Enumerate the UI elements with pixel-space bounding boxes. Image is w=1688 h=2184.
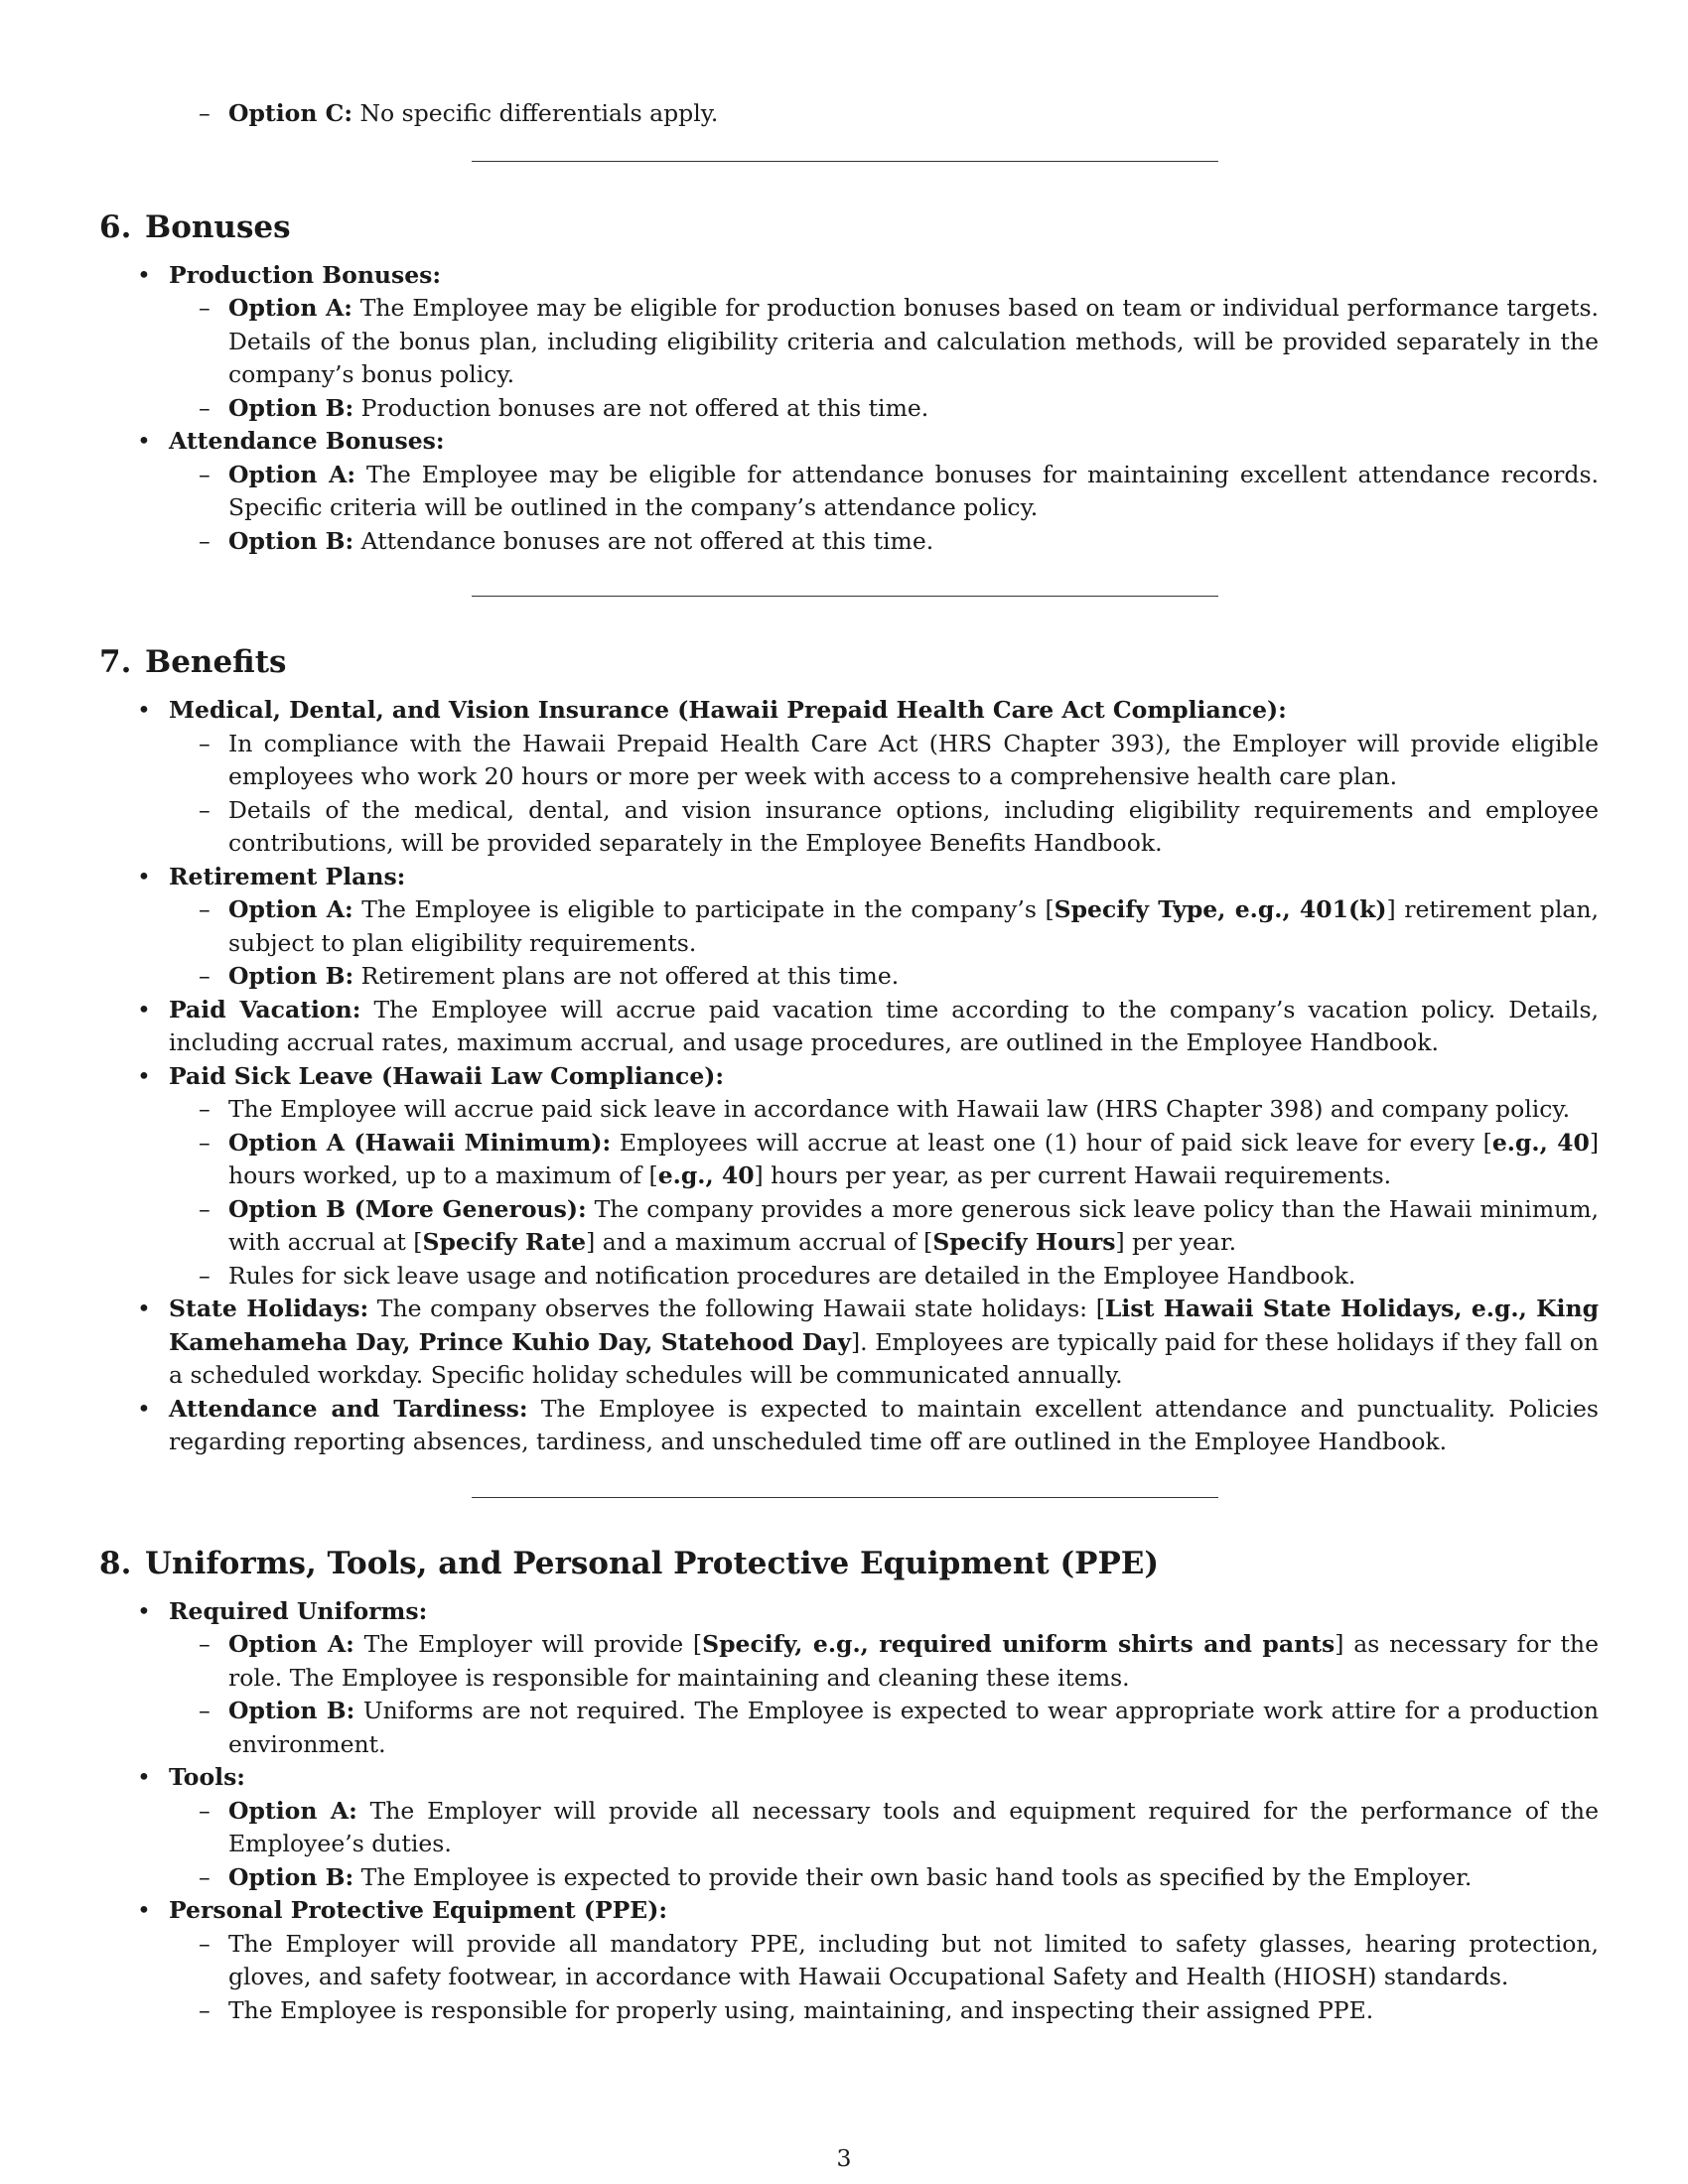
section-divider xyxy=(472,1497,1218,1498)
page-content xyxy=(99,97,1599,2027)
list-item: • Personal Protective Equipment (PPE): – The Employer will provide all mandatory PPE, including but not limited to safety glasses, hearing protection, gloves, and safety footwear, in accordance with Hawaii Occupational Safety and Health (HIOSH) standards. – The Employee is responsible for properly using, maintaining, and inspecting their assigned PPE. xyxy=(99,1894,1599,2027)
list-item: • Attendance and Tardiness: The Employee is expected to maintain excellent attendance and punctuality. Policies regarding reporting absences, tardiness, and unscheduled time off are outlined in the Employee Handbook. xyxy=(99,1393,1599,1459)
list-item: • Paid Sick Leave (Hawaii Law Compliance): – The Employee will accrue paid sick leave in accordance with Hawaii law (HRS Chapter 398) and company policy. – Option A (Hawaii Minimum): Employees will accrue at least one (1) hour of paid sick leave for every [e.g., 40] hours worked, up to a maximum of [e.g., 40] hours per year, as per current Hawaii requirements. – Option B (More Generous): The company provides a more generous sick leave policy than the Hawaii minimum, with accrual at [Specify Rate] and a maximum accrual of [Specify Hours] per year. – Rules for sick leave usage and notification procedures are detailed in the Employee Handbook. xyxy=(99,1060,1599,1294)
list-item: – Option B: Attendance bonuses are not offered at this time. xyxy=(169,525,1599,559)
carryover-list xyxy=(169,97,1599,131)
bullet-list xyxy=(99,259,1599,559)
list-item: – The Employer will provide all mandatory PPE, including but not limited to safety glasses, hearing protection, gloves, and safety footwear, in accordance with Hawaii Occupational Safety and Health (HIOSH) standards. xyxy=(169,1928,1599,1994)
section-heading: 7. Benefits xyxy=(99,644,287,680)
list-item: – Option A: The Employer will provide [Specify, e.g., required uniform shirts and pants] as necessary for the role. The Employee is responsible for maintaining and cleaning these items. xyxy=(169,1628,1599,1695)
list-item: – Option A: The Employee may be eligible for attendance bonuses for maintaining excellent attendance records. Specific criteria will be outlined in the company’s attendance policy. xyxy=(169,459,1599,525)
list-item: • Retirement Plans: – Option A: The Employee is eligible to participate in the company’s [Specify Type, e.g., 401(k)] retirement plan, subject to plan eligibility requirements. – Option B: Retirement plans are not offered at this time. xyxy=(99,861,1599,994)
list-item: – Option B: Production bonuses are not offered at this time. xyxy=(169,392,1599,426)
list-item: – The Employee is responsible for properly using, maintaining, and inspecting their assigned PPE. xyxy=(169,1994,1599,2028)
section-divider xyxy=(472,161,1218,162)
list-item: • State Holidays: The company observes the following Hawaii state holidays: [List Hawaii State Holidays, e.g., King Kamehameha Day, Prince Kuhio Day, Statehood Day]. Employees are typically paid for these holidays if they fall on a scheduled workday. Specific holiday schedules will be communicated annually. xyxy=(99,1293,1599,1393)
list-item: • Tools: – Option A: The Employer will provide all necessary tools and equipment required for the performance of the Employee’s duties. – Option B: The Employee is expected to provide their own basic hand tools as specified by the Employer. xyxy=(99,1761,1599,1894)
list-item: – Option B: Uniforms are not required. The Employee is expected to wear appropriate work attire for a production environment. xyxy=(169,1695,1599,1761)
list-item: – Option B (More Generous): The company provides a more generous sick leave policy than the Hawaii minimum, with accrual at [Specify Rate] and a maximum accrual of [Specify Hours] per year. xyxy=(169,1193,1599,1260)
list-item: – Option B: The Employee is expected to provide their own basic hand tools as specified by the Employer. xyxy=(169,1861,1599,1895)
bullet-list xyxy=(99,694,1599,1459)
list-item: • Medical, Dental, and Vision Insurance (Hawaii Prepaid Health Care Act Compliance): – In compliance with the Hawaii Prepaid Health Care Act (HRS Chapter 393), the Employer will provide eligible employees who work 20 hours or more per week with access to a comprehensive health care plan. – Details of the medical, dental, and vision insurance options, including eligibility requirements and employee contributions, will be provided separately in the Employee Benefits Handbook. xyxy=(99,694,1599,861)
list-item: – Details of the medical, dental, and vision insurance options, including eligibility requirements and employee contributions, will be provided separately in the Employee Benefits Handbook. xyxy=(169,794,1599,861)
section-heading: 6. Bonuses xyxy=(99,208,291,245)
list-item: – Rules for sick leave usage and notification procedures are detailed in the Employee Handbook. xyxy=(169,1260,1599,1294)
list-item: • Paid Vacation: The Employee will accrue paid vacation time according to the company’s vacation policy. Details, including accrual rates, maximum accrual, and usage procedures, are outlined in the Employee Handbook. xyxy=(99,994,1599,1060)
section-benefits xyxy=(99,642,1599,1459)
section-heading: 8. Uniforms, Tools, and Personal Protective Equipment (PPE) xyxy=(99,1545,1160,1581)
page-number: 3 xyxy=(836,2144,852,2172)
list-item: • Attendance Bonuses: – Option A: The Employee may be eligible for attendance bonuses for maintaining excellent attendance records. Specific criteria will be outlined in the company’s attendance policy. – Option B: Attendance bonuses are not offered at this time. xyxy=(99,425,1599,558)
list-item: – The Employee will accrue paid sick leave in accordance with Hawaii law (HRS Chapter 398) and company policy. xyxy=(169,1093,1599,1127)
list-item: – Option A: The Employee is eligible to participate in the company’s [Specify Type, e.g., 401(k)] retirement plan, subject to plan eligibility requirements. xyxy=(169,893,1599,960)
list-item: • Production Bonuses: – Option A: The Employee may be eligible for production bonuses based on team or individual performance targets. Details of the bonus plan, including eligibility criteria and calculation methods, will be provided separately in the company’s bonus policy. – Option B: Production bonuses are not offered at this time. xyxy=(99,259,1599,426)
list-item: – In compliance with the Hawaii Prepaid Health Care Act (HRS Chapter 393), the Employer will provide eligible employees who work 20 hours or more per week with access to a comprehensive health care plan. xyxy=(169,728,1599,794)
bullet-list xyxy=(99,1595,1599,2028)
list-item: – Option A: The Employee may be eligible for production bonuses based on team or individual performance targets. Details of the bonus plan, including eligibility criteria and calculation methods, will be provided separately in the company’s bonus policy. xyxy=(169,292,1599,392)
section-uniforms-tools-ppe xyxy=(99,1544,1599,2028)
list-item: – Option A (Hawaii Minimum): Employees will accrue at least one (1) hour of paid sick leave for every [e.g., 40] hours worked, up to a maximum of [e.g., 40] hours per year, as per current Hawaii requirements. xyxy=(169,1127,1599,1193)
list-item: – Option A: The Employer will provide all necessary tools and equipment required for the performance of the Employee’s duties. xyxy=(169,1795,1599,1861)
section-divider xyxy=(472,596,1218,597)
list-item: – Option C: No specific differentials apply. xyxy=(169,97,1599,131)
list-item: – Option B: Retirement plans are not offered at this time. xyxy=(169,960,1599,994)
section-bonuses xyxy=(99,207,1599,559)
list-item: • Required Uniforms: – Option A: The Employer will provide [Specify, e.g., required uniform shirts and pants] as necessary for the role. The Employee is responsible for maintaining and cleaning these items. – Option B: Uniforms are not required. The Employee is expected to wear appropriate work attire for a production environment. xyxy=(99,1595,1599,1762)
